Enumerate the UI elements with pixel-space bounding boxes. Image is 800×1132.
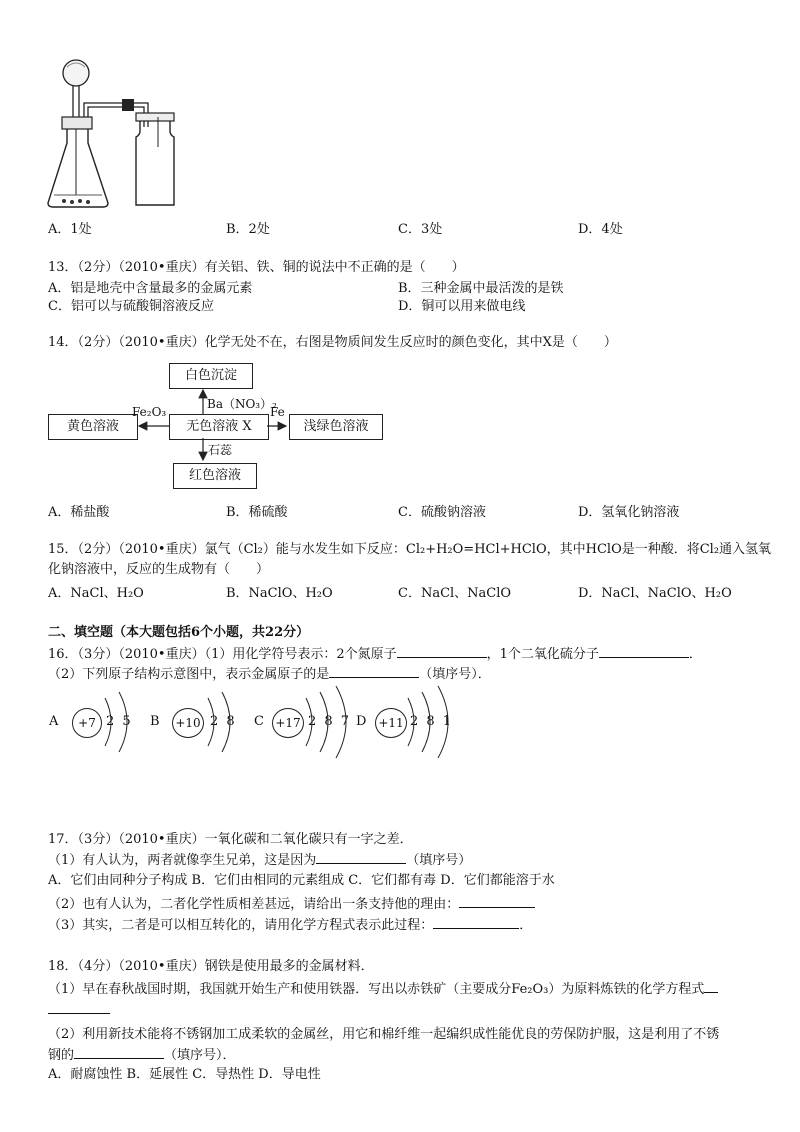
- q15-option-b: B．NaClO、H₂O: [226, 586, 333, 601]
- q12-option-a: A．1处: [48, 222, 92, 237]
- q17-line-3: A．它们由同种分子构成 B．它们由相同的元素组成 C．它们都有毒 D．它们都能溶于水: [48, 873, 555, 888]
- label-litmus: 石蕊: [208, 443, 233, 457]
- q17-text-2a: （1）有人认为，两者就像孪生兄弟，这是因为: [48, 853, 317, 868]
- q17-line-2: [48, 851, 471, 870]
- atom-d-nucleus: +11: [375, 708, 407, 738]
- q16-blank-1[interactable]: [397, 645, 487, 658]
- label-ba-no3: Ba（NO₃）₂: [207, 397, 277, 411]
- box-white-precipitate: 白色沉淀: [169, 363, 253, 389]
- q15-option-c: C．NaCl、NaClO: [398, 586, 512, 601]
- q17-line-4: [48, 895, 535, 914]
- q14-option-a: A．稀盐酸: [48, 505, 110, 520]
- q17-blank-1[interactable]: [316, 851, 406, 864]
- q17-text-2b: （填序号）: [406, 853, 472, 868]
- q18-line-5: A．耐腐蚀性 B．延展性 C．导热性 D．导电性: [48, 1067, 321, 1082]
- q16-line-2: [48, 665, 491, 684]
- atom-b-shell-arcs: [198, 690, 248, 754]
- q15-option-d: D．NaCl、NaClO、H₂O: [578, 586, 732, 601]
- q18-line-1: 18．（4分）（2010•重庆）钢铁是使用最多的金属材料．: [48, 959, 374, 974]
- q17-blank-3[interactable]: [433, 916, 519, 929]
- q13-option-a: A．铝是地壳中含量最多的金属元素: [48, 281, 253, 296]
- atom-c-letter: C: [254, 714, 264, 729]
- q17-line-1: 17．（3分）（2010•重庆）一氧化碳和二氧化碳只有一字之差．: [48, 832, 413, 847]
- q15-line-2: 化钠溶液中，反应的生成物有（ ）: [48, 562, 270, 577]
- atom-c-shells: 2 8 7: [308, 714, 352, 729]
- atom-c-shell-arcs: [298, 684, 367, 760]
- q18-line-4: [48, 1046, 236, 1065]
- box-yellow-solution: 黄色溶液: [48, 414, 138, 440]
- q14-option-b: B．稀硫酸: [226, 505, 288, 520]
- q18-line-2: [48, 980, 718, 999]
- atom-c-nucleus: +17: [272, 708, 304, 738]
- atom-a-shell-arcs: [95, 690, 145, 754]
- q18-text-4a: 钢的: [48, 1048, 75, 1063]
- q17-line-5: [48, 916, 532, 935]
- atom-b-letter: B: [150, 714, 160, 729]
- q14-option-d: D．氢氧化钠溶液: [578, 505, 680, 520]
- q12-option-c: C．3处: [398, 222, 443, 237]
- atom-d-shells: 2 8 1: [410, 714, 454, 729]
- q17-blank-2[interactable]: [459, 895, 535, 908]
- q16-text-1a: 16．（3分）（2010•重庆）（1）用化学符号表示：2个氮原子: [48, 647, 397, 662]
- q16-text-1c: ．: [688, 647, 702, 662]
- q14-option-c: C．硫酸钠溶液: [398, 505, 486, 520]
- q18-blank-2[interactable]: [74, 1046, 164, 1059]
- atom-a-shells: 2 5: [106, 714, 133, 729]
- section-2-heading: 二、填空题（本大题包括6个小题，共22分）: [48, 625, 310, 640]
- q15-line-1: 15．（2分）（2010•重庆）氯气（Cl₂）能与水发生如下反应：Cl₂+H₂O=HCl+HClO，其中HClO是一种酸．将Cl₂通入氢氧: [48, 542, 772, 557]
- q17-text-4: （2）也有人认为，二者化学性质相差甚远，请给出一条支持他的理由：: [48, 897, 460, 912]
- atom-b-nucleus: +10: [172, 708, 204, 738]
- q16-line-1: [48, 645, 702, 664]
- q13-option-d: D．铜可以用来做电线: [398, 299, 526, 314]
- q18-line-3: （2）利用新技术能将不锈钢加工成柔软的金属丝，用它和棉纤维一起编织成性能优良的劳保防护服，这是利用了不锈: [48, 1027, 720, 1042]
- atom-d-shell-arcs: [400, 684, 466, 760]
- q13-stem: 13．（2分）（2010•重庆）有关铝、铁、铜的说法中不正确的是（ ）: [48, 260, 465, 275]
- q12-option-b: B．2处: [226, 222, 270, 237]
- q18-text-4b: （填序号）．: [164, 1048, 236, 1063]
- atom-b-shells: 2 8: [210, 714, 237, 729]
- q16-blank-3[interactable]: [329, 665, 419, 678]
- box-colorless-x: 无色溶液 X: [169, 414, 269, 440]
- atom-a-letter: A: [49, 714, 59, 729]
- q13-option-c: C．铝可以与硫酸铜溶液反应: [48, 299, 214, 314]
- q12-option-d: D．4处: [578, 222, 623, 237]
- atom-d-letter: D: [356, 714, 367, 729]
- q16-text-2b: （填序号）．: [419, 667, 491, 682]
- q13-option-b: B．三种金属中最活泼的是铁: [398, 281, 564, 296]
- atom-a-nucleus: +7: [72, 708, 102, 738]
- q17-text-5b: ．: [519, 918, 533, 933]
- q18-text-2: （1）早在春秋战国时期，我国就开始生产和使用铁器．写出以赤铁矿（主要成分Fe₂O₃）为原料炼铁的化学方程式: [48, 982, 705, 997]
- q16-text-1b: ，1个二氧化硫分子: [486, 647, 599, 662]
- q14-stem: 14．（2分）（2010•重庆）化学无处不在，右图是物质间发生反应时的颜色变化，其中X是（ ）: [48, 335, 617, 350]
- q18-blank-1a[interactable]: [704, 980, 718, 993]
- q17-text-5a: （3）其实，二者是可以相互转化的，请用化学方程式表示此过程：: [48, 918, 434, 933]
- q16-blank-2[interactable]: [599, 645, 689, 658]
- diagram-arrows: [0, 0, 800, 500]
- q16-text-2a: （2）下列原子结构示意图中，表示金属原子的是: [48, 667, 330, 682]
- box-light-green-solution: 浅绿色溶液: [289, 414, 383, 440]
- label-fe: Fe: [270, 405, 285, 419]
- label-fe2o3: Fe₂O₃: [132, 405, 167, 419]
- q15-option-a: A．NaCl、H₂O: [48, 586, 144, 601]
- box-red-solution: 红色溶液: [173, 463, 257, 489]
- q18-blank-1b[interactable]: [48, 1012, 110, 1014]
